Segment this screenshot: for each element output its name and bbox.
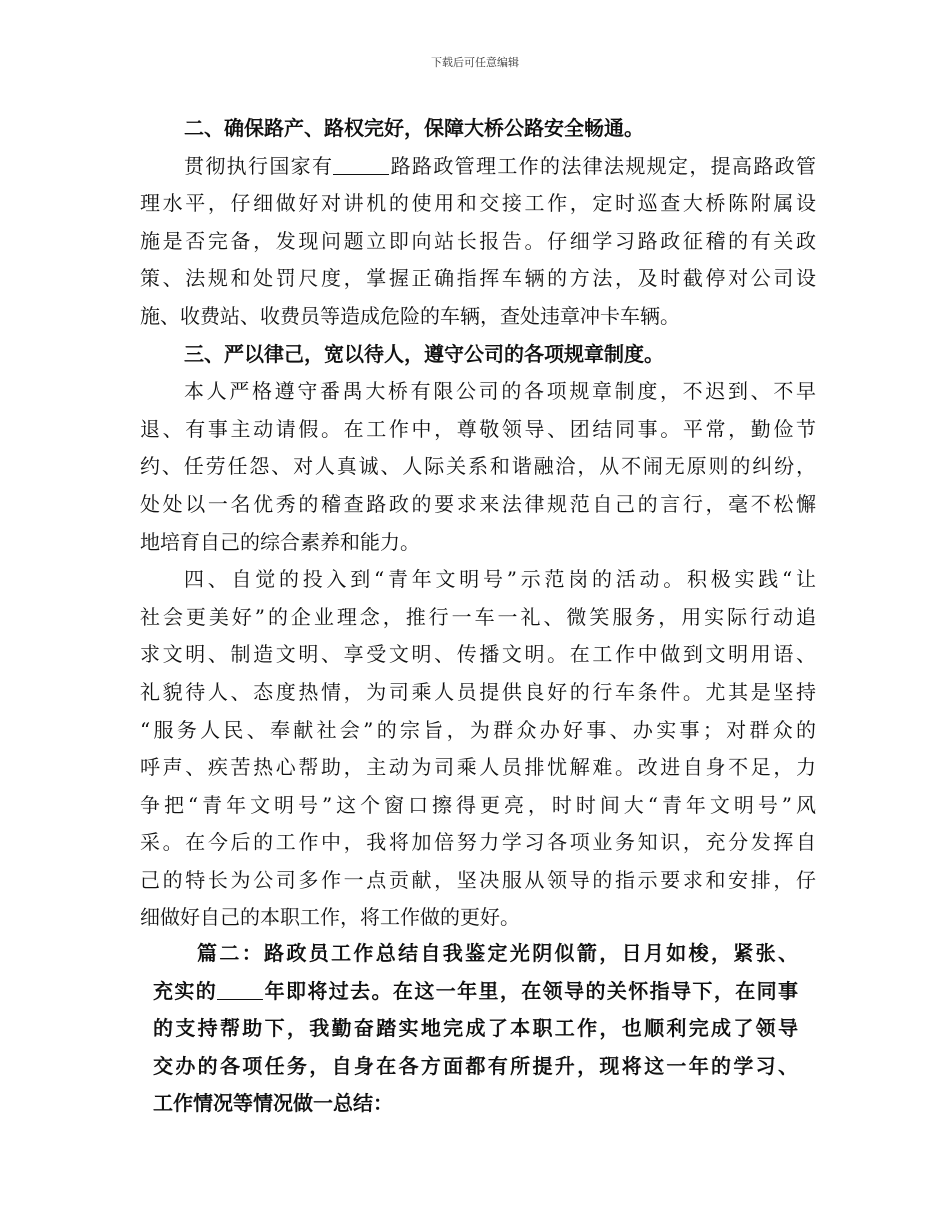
paragraph-line: 本人严格遵守番禺大桥有限公司的各项规章制度，不迟到、不早 [184,379,816,404]
paragraph-line: 约、任劳任怨、对人真诚、人际关系和谐融洽，从不闹无原则的纠纷， [140,454,816,479]
paragraph-line: 理水平，仔细做好对讲机的使用和交接工作，定时巡查大桥陈附属设 [140,191,816,216]
blank-underline [333,156,389,175]
paragraph-line: 施、收费站、收费员等造成危险的车辆，查处违章冲卡车辆。 [140,303,680,328]
paragraph-line: 策、法规和处罚尺度，掌握正确指挥车辆的方法，及时截停对公司设 [140,266,816,291]
paragraph-line: 四、自觉的投入到“青年文明号”示范岗的活动。积极实践“让 [184,567,816,592]
paragraph-line: “服务人民、奉献社会”的宗旨，为群众办好事、办实事；对群众的 [140,717,816,742]
paragraph-line: 己的特长为公司多作一点贡献，坚决服从领导的指示要求和安排，仔 [140,867,816,892]
paragraph-line: 社会更美好”的企业理念，推行一车一礼、微笑服务，用实际行动追 [140,604,816,629]
paragraph-line: 细做好自己的本职工作，将工作做的更好。 [140,905,520,930]
paragraph-line: 礼貌待人、态度热情，为司乘人员提供良好的行车条件。尤其是坚持 [140,679,816,704]
part-two-line: 交办的各项任务，自身在各方面都有所提升，现将这一年的学习、 [153,1053,798,1078]
paragraph-line: 贯彻执行国家有 路路政管理工作的法律法规规定，提高路政管 [184,153,817,178]
document-body [140,110,816,937]
paragraph-line: 处处以一名优秀的稽查路政的要求来法律规范自己的言行，毫不松懈 [140,491,816,516]
part-two-line: 的支持帮助下，我勤奋踏实地完成了本职工作，也顺利完成了领导 [153,1016,798,1041]
part-two-line: 充实的 年即将过去。在这一年里，在领导的关怀指导下，在同事 [153,978,799,1003]
part-two-intro [153,935,798,1123]
page-header-note: 下载后可任意编辑 [431,56,519,69]
paragraph-line: 求文明、制造文明、享受文明、传播文明。在工作中做到文明用语、 [140,642,816,667]
part-two-line: 篇二：路政员工作总结自我鉴定光阴似箭，日月如梭，紧张、 [197,941,798,965]
paragraph-line: 施是否完备，发现问题立即向站长报告。仔细学习路政征稽的有关政 [140,228,816,253]
paragraph-line: 退、有事主动请假。在工作中，尊敬领导、团结同事。平常，勤俭节 [140,416,816,441]
paragraph-line: 地培育自己的综合素养和能力。 [140,529,420,554]
section-two-heading: 二、确保路产、路权完好，保障大桥公路安全畅通。 [184,116,644,140]
paragraph-line: 采。在今后的工作中，我将加倍努力学习各项业务知识，充分发挥自 [140,830,816,855]
paragraph-line: 争把“青年文明号”这个窗口擦得更亮，时时间大“青年文明号”风 [140,792,816,817]
blank-underline [217,981,263,1000]
paragraph-line: 呼声、疾苦热心帮助，主动为司乘人员排忧解难。改进自身不足，力 [140,755,816,780]
part-two-line: 工作情况等情况做一总结： [153,1091,393,1116]
section-three-heading: 三、严以律己，宽以待人，遵守公司的各项规章制度。 [184,341,664,366]
